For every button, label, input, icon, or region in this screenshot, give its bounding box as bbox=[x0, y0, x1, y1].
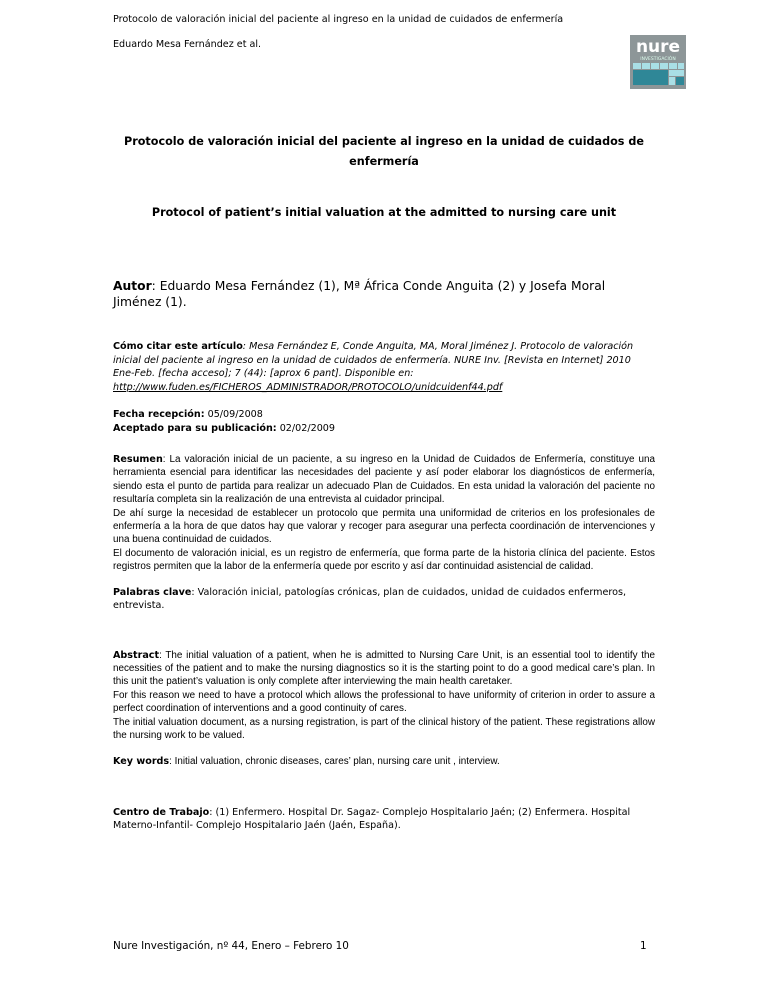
keywords-text: : Initial valuation, chronic diseases, cares’ plan, nursing care unit , interview. bbox=[169, 755, 500, 767]
centro-trabajo bbox=[113, 806, 655, 833]
received-date: 05/09/2008 bbox=[204, 409, 263, 420]
key-words bbox=[113, 755, 655, 768]
author-label: Autor bbox=[113, 279, 152, 293]
resumen bbox=[113, 453, 655, 574]
resumen-label: Resumen bbox=[113, 454, 163, 465]
resumen-p3: El documento de valoración inicial, es un registro de enfermería, que forma parte de la historia clínica del paciente. Estos registros permiten que la labor de la enfermería quede por escrito y así dar continuidad asistencial de calidad. bbox=[113, 547, 655, 573]
centro-label: Centro de Trabajo bbox=[113, 806, 210, 818]
document-body bbox=[113, 0, 655, 833]
abstract-p1: : The initial valuation of a patient, when he is admitted to Nursing Care Unit, is an essential tool to identify the necessities of the patient and to make the nursing diagnostics so it is the starting point to do a good medical care’s plan. In this unit the patient’s valuation is only complete after interviewing the main health caretaker. bbox=[113, 649, 655, 688]
resumen-p2: De ahí surge la necesidad de establecer un protocolo que permita una uniformidad de criterios en los profesionales de enfermería a la hora de que datos hay que valorar y recoger para asegurar una perfecta coordinación de intervenciones y una buena continuidad de cuidados. bbox=[113, 507, 655, 546]
author-line bbox=[113, 278, 655, 310]
running-title: Protocolo de valoración inicial del paciente al ingreso en la unidad de cuidados de enfermería bbox=[113, 14, 564, 25]
resumen-p1: : La valoración inicial de un paciente, a su ingreso en la Unidad de Cuidados de Enfermería, constituye una herramienta esencial para identificar las necesidades del paciente y así poder elaborar los diagnósticos de enfermería, siendo esta el punto de partida para realizar un adecuado Plan de Cuidados. En esta unidad la valoración del paciente no resultaría completa sin la realización de una entrevista al cuidador principal. bbox=[113, 454, 655, 506]
dates bbox=[113, 408, 655, 435]
keywords-label: Key words bbox=[113, 755, 170, 767]
accepted-date: 02/02/2009 bbox=[276, 422, 336, 434]
abstract-p3: The initial valuation document, as a nursing registration, is part of the clinical history of the patient. These registrations allow the nursing work to be valued. bbox=[113, 716, 655, 742]
palabras-clave bbox=[113, 586, 655, 613]
svg-text:nure: nure bbox=[635, 37, 681, 57]
running-author: Eduardo Mesa Fernández et al. bbox=[113, 39, 262, 50]
footer-journal: Nure Investigación, nº 44, Enero – Febrero 10 bbox=[113, 940, 349, 952]
cite-text: : Mesa Fernández E, Conde Anguita, MA, Moral Jiménez J. Protocolo de valoración inicial del paciente al ingreso en la unidad de cuidados de enfermería. NURE Inv. [Revista en Internet] 2010 Ene-Feb. [fecha acceso]; 7 (44): [aprox 6 pant]. Disponible en: bbox=[113, 341, 634, 379]
citation bbox=[113, 340, 655, 394]
abstract-p2: For this reason we need to have a protocol which allows the professional to have uniformity of criterion in order to assure a perfect coordination of interventions and a good continuity of cares. bbox=[113, 689, 655, 715]
page-number: 1 bbox=[640, 940, 647, 952]
accepted-label: Aceptado para su publicación: bbox=[113, 422, 277, 434]
palabras-text: : Valoración inicial, patologías crónicas, plan de cuidados, unidad de cuidados enfermeros, entrevista. bbox=[113, 586, 627, 612]
svg-text:INVESTIGACIÓN: INVESTIGACIÓN bbox=[640, 57, 676, 62]
abstract-label: Abstract bbox=[113, 649, 160, 661]
author-names: : Eduardo Mesa Fernández (1), Mª África Conde Anguita (2) y Josefa Moral Jiménez (1). bbox=[113, 279, 606, 309]
title-en: Protocol of patient’s initial valuation at the admitted to nursing care unit bbox=[151, 206, 617, 219]
cite-url[interactable]: http://www.fuden.es/FICHEROS_ADMINISTRADOR/PROTOCOLO/unidcuidenf44.pdf bbox=[113, 381, 503, 393]
palabras-label: Palabras clave bbox=[113, 586, 192, 598]
centro-text: : (1) Enfermero. Hospital Dr. Sagaz- Complejo Hospitalario Jaén; (2) Enfermera. Hospital Materno-Infantil- Complejo Hospitalario Jaén (Jaén, España). bbox=[113, 806, 631, 832]
cite-label: Cómo citar este artículo bbox=[113, 341, 243, 352]
abstract bbox=[113, 649, 655, 743]
title-es: Protocolo de valoración inicial del paciente al ingreso en la unidad de cuidados de enfermería bbox=[124, 135, 644, 168]
received-label: Fecha recepción: bbox=[113, 409, 205, 420]
